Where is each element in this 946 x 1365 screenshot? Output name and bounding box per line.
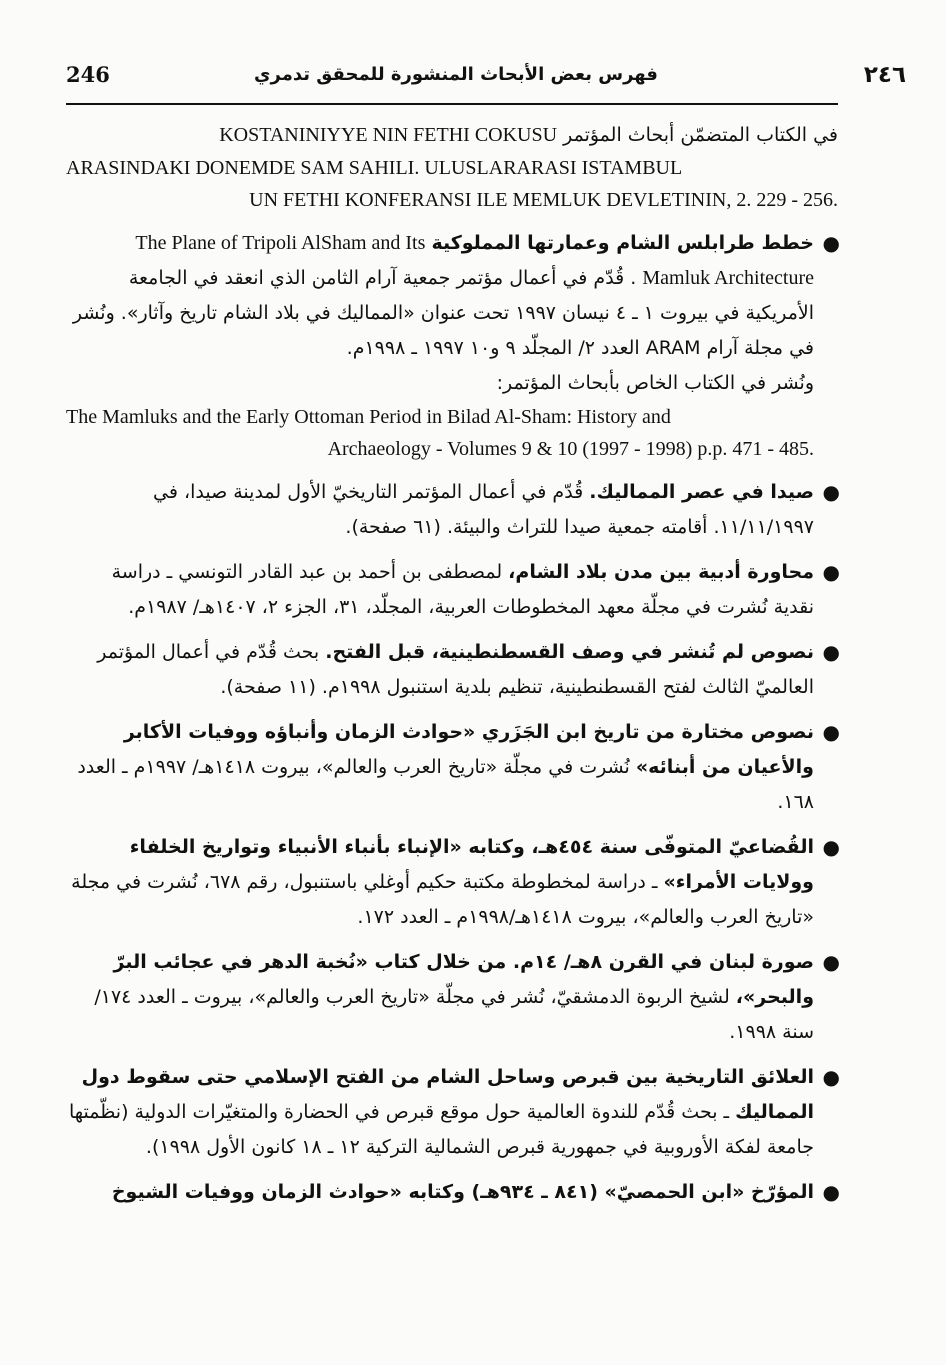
bullet-icon: ● — [822, 950, 840, 974]
list-item — [66, 715, 838, 820]
header-rule — [66, 103, 838, 105]
entry-body: ـ دراسة لمخطوطة مكتبة حكيم أوغلي باستنبول، رقم ٦٧٨، نُشرت في مجلة «تاريخ العرب والعالم»، بيروت ١٤١٨هـ/١٩٩٨م ـ العدد ١٧٢. — [71, 871, 814, 928]
entry-body: لمصطفى بن أحمد بن عبد القادر التونسي ـ دراسة نقدية نُشرت في مجلّة معهد المخطوطات العربية، المجلّد، ٣١، الجزء ٢، ١٤٠٧هـ/ ١٩٨٧م. — [111, 561, 814, 618]
entry-body: نُشرت في مجلّة «تاريخ العرب والعالم»، بيروت ١٤١٨هـ/ ١٩٩٧م ـ العدد ١٦٨. — [77, 756, 814, 813]
running-title: فهرس بعض الأبحاث المنشورة للمحقق تدمري — [254, 64, 658, 85]
page-body — [66, 118, 838, 1210]
entry-title: العلائق التاريخية بين قبرص وساحل الشام من الفتح الإسلامي حتى سقوط دول المماليك — [81, 1066, 814, 1123]
intro-latin-2: ARASINDAKI DONEMDE SAM SAHILI. ULUSLARARASI ISTAMBUL — [66, 157, 683, 179]
list-item — [66, 830, 838, 935]
bullet-icon: ● — [822, 835, 840, 859]
bullet-icon: ● — [822, 560, 840, 584]
entry-title: صيدا في عصر المماليك. — [589, 481, 814, 503]
entry-body: لشيخ الربوة الدمشقيّ، نُشر في مجلّة «تاريخ العرب والعالم»، بيروت ـ العدد ١٧٤/ سنة ١٩٩٨. — [94, 986, 814, 1043]
entry-body-continued: ونُشر في الكتاب الخاص بأبحاث المؤتمر: — [496, 372, 814, 394]
bullet-icon: ● — [822, 1065, 840, 1089]
page-number-latin: 246 — [66, 62, 110, 87]
entry-latin-title: The Plane of Tripoli AlSham and Its Mamluk Architecture — [135, 232, 814, 289]
entry-title: نصوص مختارة من تاريخ ابن الجَزَري «حوادث الزمان وأنباؤه ووفيات الأكابر والأعيان من أبنائه» — [123, 721, 814, 778]
entry-title: صورة لبنان في القرن ٨هـ/ ١٤م. من خلال كتاب «نُخبة الدهر في عجائب البرّ والبحر»، — [113, 951, 814, 1008]
bullet-icon: ● — [822, 720, 840, 744]
entry-body: . قُدّم في أعمال مؤتمر جمعية آرام الثامن الذي انعقد في الجامعة الأمريكية في بيروت ١ ـ ٤ نيسان ١٩٩٧ تحت عنوان «المماليك في بلاد الشام تاريخ وآثار». ونُشر في مجلة آرام ARAM العدد ٢/ المجلّد ٩ و١٠ ١٩٩٧ ـ ١٩٩٨م. — [72, 267, 814, 359]
list-item — [66, 1060, 838, 1165]
page-header — [66, 58, 906, 98]
intro-latin-3: UN FETHI KONFERANSI ILE MEMLUK DEVLETININ, 2. 229 - 256. — [249, 189, 838, 211]
entry-title: محاورة أدبية بين مدن بلاد الشام، — [508, 561, 814, 583]
bullet-icon: ● — [822, 1180, 840, 1204]
intro-latin-1: KOSTANINIYYE NIN FETHI COKUSU — [219, 124, 558, 146]
list-item — [66, 1175, 838, 1210]
list-item — [66, 945, 838, 1050]
entry-title: القُضاعيّ المتوفّى سنة ٤٥٤هـ، وكتابه «الإنباء بأنباء الأنبياء وتواريخ الخلفاء وولايات الأمراء» — [129, 836, 814, 893]
list-item — [66, 635, 838, 705]
entry-body: بحث قُدّم في أعمال المؤتمر العالميّ الثالث لفتح القسطنطينية، تنظيم بلدية استنبول ١٩٩٨م. (١١ صفحة). — [97, 641, 814, 698]
bullet-icon: ● — [822, 480, 840, 504]
intro-line-1 — [66, 118, 838, 152]
list-item — [66, 475, 838, 545]
list-item — [66, 555, 838, 625]
entry-latin-line-1: The Mamluks and the Early Ottoman Period in Bilad Al-Sham: History and — [66, 406, 671, 428]
entry-body: قُدّم في أعمال المؤتمر التاريخيّ الأول لمدينة صيدا، في ١١/١١/١٩٩٧. أقامته جمعية صيدا للتراث والبيئة. (٦١ صفحة). — [153, 481, 814, 538]
entry-title: خطط طرابلس الشام وعمارتها المملوكية — [431, 232, 814, 254]
bullet-icon: ● — [822, 640, 840, 664]
entry-title: المؤرّخ «ابن الحمصيّ» (٨٤١ ـ ٩٣٤هـ) وكتابه «حوادث الزمان ووفيات الشيوخ — [111, 1181, 814, 1203]
entry-title: نصوص لم تُنشر في وصف القسطنطينية، قبل الفتح. — [325, 641, 814, 663]
page-number-arabic: ٢٤٦ — [863, 62, 906, 88]
intro-arabic: في الكتاب المتضمّن أبحاث المؤتمر — [563, 124, 838, 146]
bullet-icon: ● — [822, 231, 840, 255]
entry-body: ـ بحث قُدّم للندوة العالمية حول موقع قبرص في الحضارة والمتغيّرات الدولية (نظّمتها جامعة لفكة الأوروبية في جمهورية قبرص الشمالية التركية ١٢ ـ ١٨ كانون الأول ١٩٩٨). — [68, 1101, 814, 1158]
entry-latin-line-2: Archaeology - Volumes 9 & 10 (1997 - 1998) p.p. 471 - 485. — [327, 438, 814, 460]
list-item — [66, 226, 838, 465]
